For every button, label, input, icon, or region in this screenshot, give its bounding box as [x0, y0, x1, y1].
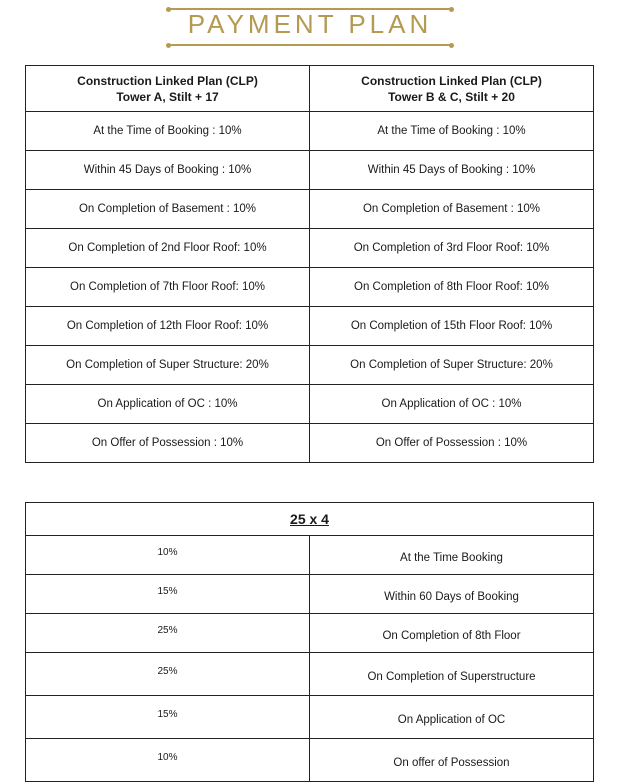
table-row: [26, 229, 594, 268]
plan-title: [26, 503, 594, 536]
table-cell: On Offer of Possession : 10%: [26, 424, 310, 463]
stage-cell: On Completion of Superstructure: [310, 653, 594, 696]
table-row: [26, 346, 594, 385]
table-cell: On Application of OC : 10%: [26, 385, 310, 424]
table-cell: At the Time of Booking : 10%: [26, 112, 310, 151]
percent-cell: 10%: [26, 536, 310, 575]
table-row: [26, 112, 594, 151]
table-cell: At the Time of Booking : 10%: [310, 112, 594, 151]
table-cell: On Offer of Possession : 10%: [310, 424, 594, 463]
percent-cell: 10%: [26, 739, 310, 782]
table-cell: On Application of OC : 10%: [310, 385, 594, 424]
column-header-line2: Tower B & C, Stilt + 20: [388, 89, 515, 104]
column-header-line2: Tower A, Stilt + 17: [116, 89, 219, 104]
table-row: [26, 575, 594, 614]
table-row: [26, 696, 594, 739]
table-cell: On Completion of 8th Floor Roof: 10%: [310, 268, 594, 307]
page-title: PAYMENT PLAN: [187, 9, 433, 39]
table-cell: On Completion of 2nd Floor Roof: 10%: [26, 229, 310, 268]
column-header-line1: Construction Linked Plan (CLP): [361, 73, 542, 88]
table-row: [26, 653, 594, 696]
table-cell: On Completion of 3rd Floor Roof: 10%: [310, 229, 594, 268]
column-header-tower-bc: [310, 66, 594, 112]
table-cell: Within 45 Days of Booking : 10%: [26, 151, 310, 190]
table-cell: On Completion of Super Structure: 20%: [26, 346, 310, 385]
table-cell: On Completion of 12th Floor Roof: 10%: [26, 307, 310, 346]
stage-cell: At the Time Booking: [310, 536, 594, 575]
table-row: [26, 739, 594, 782]
stage-cell: On Application of OC: [310, 696, 594, 739]
table-header-row: [26, 66, 594, 112]
table-cell: On Completion of Super Structure: 20%: [310, 346, 594, 385]
table-row: [26, 614, 594, 653]
column-header-line1: Construction Linked Plan (CLP): [77, 73, 258, 88]
table-cell: On Completion of 15th Floor Roof: 10%: [310, 307, 594, 346]
stage-cell: Within 60 Days of Booking: [310, 575, 594, 614]
table-row: [26, 307, 594, 346]
stage-cell: On Completion of 8th Floor: [310, 614, 594, 653]
percent-cell: 15%: [26, 575, 310, 614]
rule-ornament: [449, 43, 454, 48]
table-cell: On Completion of 7th Floor Roof: 10%: [26, 268, 310, 307]
plan-title-text: 25 x 4: [290, 511, 329, 527]
table-cell: On Completion of Basement : 10%: [310, 190, 594, 229]
percent-cell: 15%: [26, 696, 310, 739]
table-row: [26, 190, 594, 229]
table-row: [26, 151, 594, 190]
percent-cell: 25%: [26, 614, 310, 653]
table-row: [26, 385, 594, 424]
table-row: [26, 268, 594, 307]
percent-cell: 25%: [26, 653, 310, 696]
table-row: [26, 424, 594, 463]
table-row: [26, 536, 594, 575]
title-bottom-rule: [170, 44, 450, 46]
column-header-tower-a: [26, 66, 310, 112]
page-header: [0, 0, 620, 56]
table-cell: Within 45 Days of Booking : 10%: [310, 151, 594, 190]
table-header-row: [26, 503, 594, 536]
rule-ornament: [166, 43, 171, 48]
clp-payment-table: [25, 65, 594, 463]
stage-cell: On offer of Possession: [310, 739, 594, 782]
plan-25x4-table: [25, 502, 594, 782]
table-cell: On Completion of Basement : 10%: [26, 190, 310, 229]
